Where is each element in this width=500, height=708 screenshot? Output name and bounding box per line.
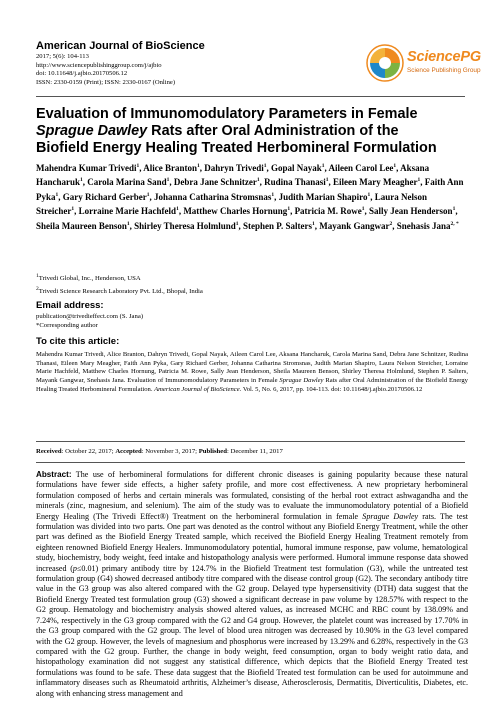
author-name: Judith Marian Shapiro <box>278 191 368 202</box>
author-entry <box>36 221 130 231</box>
author-name: Debra Jane Schnitzer <box>173 177 257 188</box>
abstract-p-value: p <box>72 563 77 573</box>
author-entry <box>295 206 365 216</box>
dates-divider-bottom <box>36 462 465 463</box>
author-entry <box>333 177 420 187</box>
abstract <box>36 470 468 699</box>
author-affiliation-sup: 1 <box>325 177 329 184</box>
author-affiliation-sup: 1 <box>146 191 150 198</box>
author-affiliation-sup: 1 <box>235 220 239 227</box>
affiliation-2-sup: 2 <box>36 286 39 292</box>
author-name: Gopal Nayak <box>270 163 322 173</box>
author-affiliation-sup: 2 <box>389 220 393 227</box>
author-name: Mahendra Kumar Trivedi <box>36 163 137 173</box>
doi-line[interactable]: doi: 10.11648/j.ajbio.20170506.12 <box>36 70 128 78</box>
article-title <box>36 106 466 157</box>
citation-part-2: Rats after Oral Administration of the Biofield Energy Healing Treated Herbomineral Formulation. <box>36 377 468 393</box>
volume-line: 2017; 5(6): 104-113 <box>36 53 89 60</box>
sciencepg-logo <box>365 40 497 88</box>
accepted-date: : November 3, 2017; <box>141 448 199 455</box>
author-entry <box>63 192 150 202</box>
author-entry <box>264 177 328 187</box>
author-name: Faith Ann Pyka <box>36 177 464 202</box>
author-entry <box>271 163 325 173</box>
author-affiliation-sup: 1 <box>311 220 315 227</box>
affiliation-2-text: Trivedi Science Research Laboratory Pvt. Ltd., Bhopal, India <box>38 288 203 296</box>
author-affiliation-sup: 1 <box>136 163 140 169</box>
author-name: Eileen Mary Meagher <box>332 177 418 188</box>
author-name: Rudina Thanasi <box>264 177 326 188</box>
author-affiliation-sup: 1 <box>126 220 130 227</box>
author-affiliation-sup: 1 <box>71 206 75 213</box>
author-name: Carola Marina Sand <box>87 177 167 188</box>
affiliation-2 <box>36 285 466 297</box>
author-name: Sally Jean Henderson <box>369 206 453 217</box>
author-affiliation-sup: 1 <box>176 206 179 213</box>
affiliation-1-sup: 1 <box>36 273 39 279</box>
author-name: Aileen Carol Lee <box>328 163 394 173</box>
author-entry <box>154 192 274 202</box>
author-entry <box>369 206 455 216</box>
author-affiliation-sup: 1 <box>55 191 59 198</box>
author-entry <box>36 163 139 173</box>
dates-divider-top <box>36 441 465 442</box>
received-label: Received <box>36 448 62 455</box>
logo-subtitle: Science Publishing Group <box>407 67 481 74</box>
author-entry <box>329 163 397 173</box>
author-name: Patricia M. Rowe <box>294 206 362 217</box>
author-affiliation-sup: 1 <box>271 191 275 198</box>
author-list: Mahendra Kumar Trivedi$^1$, Alice Branton$^1$, Dahryn Trivedi$^1$, Gopal Nayak$^1$, Aileen Carol Lee$^1$, Aksana Hancharuk$^1$, Carola Marina Sand$^1$, Debra Jane Schnitzer$^1$, Rudina Thanasi$^1$, Eileen Mary Meagher$^1$, Faith Ann Pyka$^1$, Gary Richard Gerber$^1$, Johanna Catharina Stromsnas$^1$, Judith Marian Shapiro$^1$, Laura Nelson Streicher$^1$, Lorraine Marie Hachfeld$^1$, Matthew Charles Hornung$^1$, Patricia M. Rowe$^1$, Sally Jean Henderson$^1$, Sheila Maureen Benson$^1$, Shirley Theresa Holmlund$^1$, Stephen P. Salters$^1$, Mayank Gangwar$^2$, Snehasis Jana$^{2, *}$ <box>36 163 464 231</box>
affiliation-1-text: Trivedi Global, Inc., Henderson, USA <box>38 275 141 283</box>
author-entry <box>87 177 169 187</box>
published-date: : December 11, 2017 <box>226 448 283 455</box>
sciencepg-logo-icon <box>365 43 405 83</box>
title-line-2 <box>36 123 466 140</box>
author-affiliation-sup: 1 <box>452 206 456 213</box>
citation-part-1: Mahendra Kumar Trivedi, Alice Branton, Dahryn Trivedi, Gopal Nayak, Aileen Carol Lee, Aksana Hancharuk, Carola Marina Sand, Debra Jane Schnitzer, Rudina Thanasi, Eileen Mary Meagher, Faith Ann Pyka, Gary Richard Gerber, Johanna Catharina Stromsnas, Judith Marian Shapiro, Laura Nelson Streicher, Lorraine Marie Hachfeld, Matthew Charles Hornung, Patricia M. Rowe, Sally Jean Henderson, Sheila Maureen Benson, Shirley Theresa Holmlund, Stephen P. Salters, Mayank Gangwar, Snehasis Jana. Evaluation of Immunomodulatory Parameters in Female <box>36 351 468 385</box>
author-name: Johanna Catharina Stromsnas <box>154 191 272 202</box>
citation-journal: American Journal of BioScience <box>154 385 240 393</box>
author-affiliation-sup: 1 <box>367 191 371 198</box>
article-dates <box>36 448 283 455</box>
author-name: Laura Nelson Streicher <box>36 191 427 217</box>
affiliation-1 <box>36 272 466 284</box>
accepted-label: Accepted <box>115 448 142 455</box>
abstract-p1: The use of herbomineral formulations for different chronic diseases is gaining popularity because these natural formulations have fewer side effects, a higher safety profile, and more cost effectiveness. A new proprietary herbomineral formulation composed of herbs and certain minerals was formulated, consisting of the herbal root extract ashwagandha and the minerals (zinc, magnesium, and selenium). The aim of the study was to evaluate the immunomodulatory potential of a Biofield Energy Healing (The Trivedi Effect®) Treatment on the herbomineral formulation in female <box>36 470 468 521</box>
author-name: Sheila Maureen Benson <box>36 220 127 231</box>
header-divider <box>36 96 465 97</box>
author-name: Dahryn Trivedi <box>204 163 264 173</box>
abstract-p2: rats. The test formulation was divided into two parts. One part was denoted as the control without any Biofield Energy Treatment, while the other part was defined as the Biofield Energy Treated sample, which received the Biofield Energy Healing Treatment remotely from eighteen renowned Biofield Energy Healers. Immunomodulatory potential, humoral immune response, paw volume, hematological study, biochemistry, body weight, feed intake and histopathology analysis were performed. Humoral immune response data showed increased ( <box>36 511 468 573</box>
author-name: Stephen P. Salters <box>243 220 312 231</box>
journal-name: American Journal of BioScience <box>36 40 205 52</box>
title-line-1: Evaluation of Immunomodulatory Parameters in Female <box>36 106 418 122</box>
author-entry <box>397 221 459 231</box>
author-name: Matthew Charles Hornung <box>183 206 288 217</box>
author-entry <box>134 221 238 231</box>
author-name: Lorraine Marie Hachfeld <box>78 206 177 217</box>
author-affiliation-sup: 1 <box>393 163 397 169</box>
abstract-label: Abstract: <box>36 470 72 479</box>
abstract-species: Sprague Dawley <box>362 511 419 521</box>
author-entry <box>319 221 392 231</box>
cite-heading: To cite this article: <box>36 336 120 347</box>
author-affiliation-sup: 2, * <box>450 220 459 227</box>
author-affiliation-sup: 1 <box>166 177 170 184</box>
title-line-2-rest: Rats after Oral Administration of the <box>147 123 399 139</box>
email-address[interactable]: publication@trivedieffect.com (S. Jana) <box>36 313 144 320</box>
author-name: Alice Branton <box>143 163 198 173</box>
author-name: Snehasis Jana <box>396 220 451 231</box>
author-name: Shirley Theresa Holmlund <box>134 220 236 231</box>
author-affiliation-sup: 1 <box>287 206 291 213</box>
author-name: Mayank Gangwar <box>319 220 390 231</box>
title-species: Sprague Dawley <box>36 123 148 139</box>
email-heading: Email address: <box>36 300 104 311</box>
author-entry <box>279 192 371 202</box>
received-date: : October 22, 2017; <box>61 448 116 455</box>
author-affiliation-sup: 1 <box>417 177 421 184</box>
published-label: Published <box>198 448 227 455</box>
journal-url[interactable]: http://www.sciencepublishinggroup.com/j/ajbio <box>36 61 162 69</box>
author-affiliation-sup: 1 <box>321 163 325 169</box>
author-entry <box>79 206 179 216</box>
author-affiliation-sup: 1 <box>80 177 83 184</box>
issn-line: ISSN: 2330-0159 (Print); ISSN: 2330-0167 (Online) <box>36 78 176 86</box>
author-affiliation-sup: 1 <box>361 206 365 213</box>
citation-part-3: . Vol. 5, No. 6, 2017, pp. 104-113. doi: 10.11648/j.ajbio.20170506.12 <box>239 385 423 393</box>
author-entry <box>174 177 260 187</box>
citation-italic-1: Sprague Dawley <box>279 377 324 385</box>
author-entry <box>243 221 315 231</box>
author-name: Aksana Hancharuk <box>36 163 430 188</box>
author-affiliation-sup: 1 <box>263 163 267 169</box>
author-entry <box>183 206 290 216</box>
abstract-p3: ≤0.01) primary antibody titre by 124.7% in the Biofield Treatment test formulation (G3), while the untreated test formulation group (G4) showed decreased antibody titre compared with the disease control group (G2). The secondary antibody titre value in the G3 group was also altered compared with the G2 group. Delayed type hypersensitivity (DTH) data suggest that the Biofield Energy Treated test formulation group (G3) showed a significant decrease in paw volume by 128.57% with respect to the G2 group. Hematology and biochemistry analysis showed altered values, as increased MCHC and RBC count by 138.09% and 7.24%, respectively in the G3 group compared with the G2 and G4 group. However, the platelet count was increased by 17.70% in the G3 group compared with the G2 group. The level of blood urea nitrogen was decreased by 10.90% in the G3 level compared with the G2 group. However, the levels of magnesium and phosphorus were increased by 13.29% and 6.28%, respectively in the G3 compared with the G2 group. Further, the change in body weight, feed consumption, organ to body weight ratio data, and histopathology examination did not suggest any statistical difference, which depicts that the Biofield Energy Treated test formulations was found to be safe. These data suggest that the Biofield Treated test formulation can be used for autoimmune and inflammatory diseases such as Rheumatoid arthritis, Alzheimer’s disease, Atherosclerosis, Dermatitis, Diverticulitis, Diabetes, etc. along with enhancing stress management and <box>36 563 469 698</box>
author-entry <box>143 163 200 173</box>
title-line-3: Biofield Energy Healing Treated Herbomineral Formulation <box>36 140 437 156</box>
author-affiliation-sup: 1 <box>256 177 260 184</box>
citation-text <box>36 351 468 395</box>
author-affiliation-sup: 1 <box>197 163 200 169</box>
author-name: Gary Richard Gerber <box>62 191 147 202</box>
author-entry <box>204 163 266 173</box>
journal-header <box>36 40 481 92</box>
corresponding-author: *Corresponding author <box>36 322 98 329</box>
logo-name: SciencePG <box>407 49 481 65</box>
